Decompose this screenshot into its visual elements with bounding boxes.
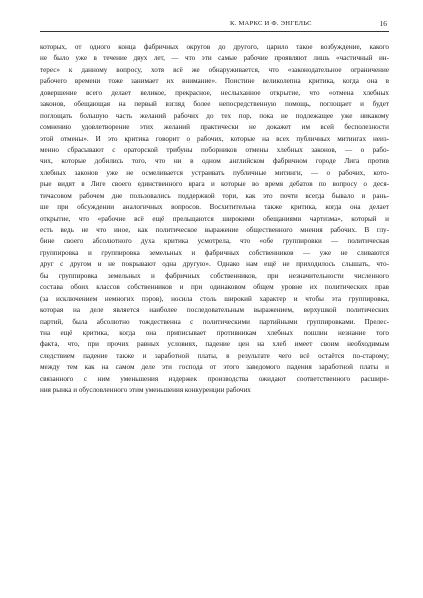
body-text xyxy=(40,42,389,397)
page-number: 16 xyxy=(379,19,387,28)
text-line: хлебных законов уже не осмеливается устраивать публичные митинги, — о рабочих, кото- xyxy=(40,168,389,177)
text-line: которая на деле является наиболее последовательным выражением, верхушкой политических xyxy=(40,306,389,315)
running-title: К. МАРКС И Ф. ЭНГЕЛЬС xyxy=(230,20,312,27)
text-line: есть ведь не что иное, как политическое выражение общественного мнения рабочих. В глу- xyxy=(40,226,389,234)
text-line: друг с другом и не покрывают одна другую». Однако нам ещё не приходилось слышать, что- xyxy=(40,260,389,269)
text-line: (за исключением немногих пэров), носила столь широкий характер и чтобы эта группировка, xyxy=(40,294,389,303)
text-line: ше при обсуждении аналогичных вопросов. Восхитительна также критика, когда она делает xyxy=(40,203,389,212)
running-header xyxy=(40,19,389,32)
text-line: рабочего времени тоже занимает их внимание». Поистине великолепна критика, когда она в xyxy=(40,77,389,86)
text-line: между тем как на самом деле эти господа от этого заведомого падения заработной платы и xyxy=(40,363,389,372)
text-line: бине своего абсолютного духа критика усмотрела, что «обе группировки — политическая xyxy=(40,237,389,246)
text-line: тичасовом рабочем дне пользовались поддержкой тори, как это почти всегда бывало и рань- xyxy=(40,191,389,200)
text-line: этой отмены». И это критика говорит о рабочих, которые на всех публичных митингах неиз- xyxy=(40,134,389,143)
text-line: сомнению удовлетворение этих желаний практически не докажет им всей бесполезности xyxy=(40,123,389,132)
text-line: группировка и группировка земельных и фабричных собственников — уже не сливаются xyxy=(40,248,389,257)
text-line: открытие, что «рабочие всё ещё прельщаются широкими обещаниями чартизма», который и xyxy=(40,214,389,223)
text-line: факта, что, при прочих равных условиях, падение цен на хлеб имеет своим необходимым xyxy=(40,340,389,349)
text-line: рые видят в Лиге своего единственного врага и которые во время дебатов по вопросу о деся- xyxy=(40,180,389,189)
text-line: бы группировка земельных и фабричных собственников, при незначительности численного xyxy=(40,271,389,280)
text-line: которых, от одного конца фабричных округов до другого, царило такое возбуждение, какого xyxy=(40,43,389,51)
text-line: чих, которые добились того, что ни в одном английском фабричном городе Лига против xyxy=(40,157,389,166)
text-line: менно сбрасывают с ораторской трибуны поборников отмены хлебных законов, — о рабо- xyxy=(40,145,389,154)
text-line: следствием падение также и заработной платы, в результате чего всё остаётся по-старому; xyxy=(40,351,389,360)
text-line: ния рынка и обусловленного этим уменьшения конкуренции рабочих xyxy=(40,386,251,395)
text-line: законов, обещающая на первый взгляд более непосредственную помощь, поглощает и будет xyxy=(40,100,389,109)
text-line: довершение всего делает великое, прекрасное, неслыханное открытие, что «отмена хлебных xyxy=(40,88,389,97)
text-line: тна ещё критика, когда она приписывает противникам хлебных пошлин незнание того xyxy=(40,328,389,337)
text-line: терес» к данному вопросу, хотя всё же обнаруживается, что «законодательное ограничение xyxy=(40,65,389,74)
text-line: состава обоих классов собственников и при одинаковом общем уровне их политических прав xyxy=(40,283,389,292)
text-line: не было уже в течение двух лет, — что эти самые рабочие проявляют лишь «частичный ин- xyxy=(40,54,389,63)
text-line: связанного с ним уменьшения издержек производства ожидают соответственного расшире- xyxy=(40,374,389,383)
text-line: поглощать большую часть желаний рабочих до тех пор, пока не подлежащее уже никакому xyxy=(40,111,389,120)
text-line: партий, была абсолютно тождественна с политическими партийными группировками. Прелес- xyxy=(40,317,389,326)
